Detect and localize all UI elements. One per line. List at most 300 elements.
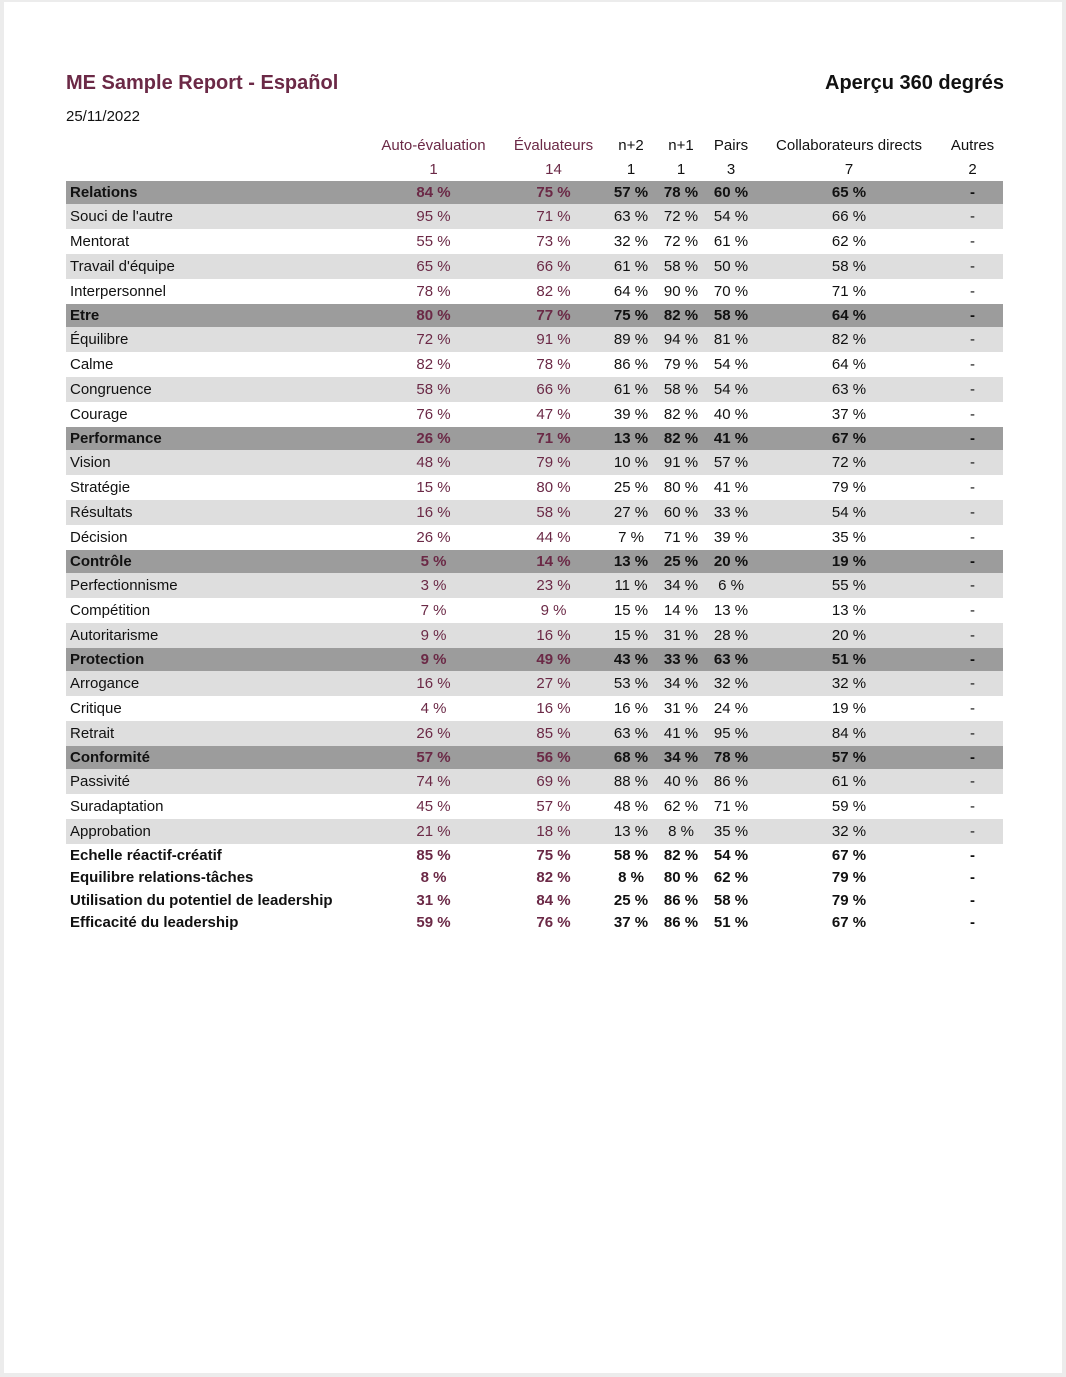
score-cell: 64 % (756, 304, 942, 327)
score-cell: 9 % (501, 598, 606, 623)
score-cell: - (942, 500, 1003, 525)
row-label: Protection (66, 648, 366, 671)
row-label: Vision (66, 450, 366, 475)
score-cell: 13 % (606, 819, 656, 844)
score-cell: 91 % (656, 450, 706, 475)
count-spacer (66, 157, 366, 181)
report-page (4, 2, 1062, 1373)
respondent-count: 1 (676, 160, 686, 178)
score-cell: 34 % (656, 746, 706, 769)
score-cell: 34 % (656, 671, 706, 696)
respondent-count: 2 (968, 160, 977, 178)
score-cell: - (942, 819, 1003, 844)
respondent-count: 1 (429, 160, 438, 178)
score-cell: 57 % (501, 794, 606, 819)
score-cell: 58 % (706, 304, 756, 327)
score-cell: - (942, 229, 1003, 254)
category-row (66, 181, 1003, 204)
score-cell: 10 % (606, 450, 656, 475)
score-cell: 26 % (366, 721, 501, 746)
score-cell: - (942, 550, 1003, 573)
row-label: Echelle réactif-créatif (66, 844, 366, 867)
score-cell: 63 % (606, 721, 656, 746)
score-cell: 37 % (606, 912, 656, 935)
score-cell: 40 % (656, 769, 706, 794)
score-cell: 72 % (756, 450, 942, 475)
item-row (66, 598, 1003, 623)
score-cell: 57 % (606, 181, 656, 204)
score-cell: 31 % (656, 623, 706, 648)
column-header: n+2 (618, 136, 644, 154)
score-cell: 86 % (656, 889, 706, 912)
score-cell: 82 % (656, 402, 706, 427)
score-cell: 68 % (606, 746, 656, 769)
respondent-count: 14 (545, 160, 562, 178)
report-date: 25/11/2022 (66, 108, 140, 125)
score-cell: 79 % (756, 475, 942, 500)
score-cell: 19 % (756, 550, 942, 573)
item-row (66, 327, 1003, 352)
score-cell: 78 % (656, 181, 706, 204)
score-cell: 61 % (756, 769, 942, 794)
row-label: Interpersonnel (66, 279, 366, 304)
score-cell: 67 % (756, 912, 942, 935)
score-cell: 63 % (706, 648, 756, 671)
row-label: Critique (66, 696, 366, 721)
score-cell: 71 % (706, 794, 756, 819)
score-cell: 21 % (366, 819, 501, 844)
score-cell: 80 % (501, 475, 606, 500)
score-cell: 50 % (706, 254, 756, 279)
row-label: Efficacité du leadership (66, 912, 366, 935)
score-cell: 71 % (656, 525, 706, 550)
category-row (66, 648, 1003, 671)
score-cell: 37 % (756, 402, 942, 427)
score-cell: 39 % (706, 525, 756, 550)
score-cell: 7 % (366, 598, 501, 623)
row-label: Perfectionnisme (66, 573, 366, 598)
score-cell: 89 % (606, 327, 656, 352)
row-label: Retrait (66, 721, 366, 746)
score-cell: 61 % (606, 254, 656, 279)
item-row (66, 794, 1003, 819)
score-cell: 28 % (706, 623, 756, 648)
score-cell: 43 % (606, 648, 656, 671)
score-cell: 41 % (656, 721, 706, 746)
score-cell: 76 % (501, 912, 606, 935)
score-cell: - (942, 427, 1003, 450)
score-cell: 14 % (501, 550, 606, 573)
score-cell: - (942, 844, 1003, 867)
score-cell: 31 % (656, 696, 706, 721)
score-cell: 66 % (501, 254, 606, 279)
score-cell: 54 % (706, 204, 756, 229)
score-cell: 86 % (656, 912, 706, 935)
score-cell: 33 % (656, 648, 706, 671)
score-cell: 78 % (501, 352, 606, 377)
score-cell: 82 % (656, 844, 706, 867)
item-row (66, 819, 1003, 844)
row-label: Équilibre (66, 327, 366, 352)
item-row (66, 254, 1003, 279)
score-cell: 55 % (756, 573, 942, 598)
score-cell: 71 % (756, 279, 942, 304)
score-cell: 20 % (756, 623, 942, 648)
score-cell: 65 % (366, 254, 501, 279)
row-label: Contrôle (66, 550, 366, 573)
score-cell: 77 % (501, 304, 606, 327)
score-cell: 8 % (366, 867, 501, 890)
score-cell: 32 % (756, 819, 942, 844)
score-cell: 75 % (501, 844, 606, 867)
score-cell: 79 % (756, 889, 942, 912)
score-cell: 20 % (706, 550, 756, 573)
score-cell: - (942, 181, 1003, 204)
item-row (66, 500, 1003, 525)
item-row (66, 279, 1003, 304)
score-cell: 76 % (366, 402, 501, 427)
score-cell: 60 % (706, 181, 756, 204)
item-row (66, 573, 1003, 598)
respondent-count: 7 (844, 160, 854, 178)
score-cell: 16 % (501, 623, 606, 648)
score-cell: - (942, 598, 1003, 623)
score-cell: 90 % (656, 279, 706, 304)
score-cell: 66 % (501, 377, 606, 402)
score-cell: 25 % (606, 889, 656, 912)
score-cell: 82 % (756, 327, 942, 352)
score-cell: 41 % (706, 427, 756, 450)
score-cell: 58 % (501, 500, 606, 525)
score-cell: 54 % (706, 352, 756, 377)
report-title: ME Sample Report - Español (66, 72, 339, 94)
score-cell: 8 % (656, 819, 706, 844)
score-cell: 71 % (501, 427, 606, 450)
score-cell: 78 % (366, 279, 501, 304)
item-row (66, 721, 1003, 746)
score-cell: - (942, 377, 1003, 402)
score-cell: 84 % (366, 181, 501, 204)
score-cell: 82 % (501, 279, 606, 304)
score-cell: 58 % (756, 254, 942, 279)
column-header-row (66, 133, 1003, 157)
score-cell: 7 % (606, 525, 656, 550)
score-cell: 13 % (706, 598, 756, 623)
score-cell: 91 % (501, 327, 606, 352)
score-cell: 58 % (706, 889, 756, 912)
score-cell: 72 % (656, 229, 706, 254)
score-cell: 23 % (501, 573, 606, 598)
score-cell: 65 % (756, 181, 942, 204)
score-cell: 61 % (606, 377, 656, 402)
score-cell: 58 % (656, 254, 706, 279)
score-cell: - (942, 450, 1003, 475)
header-spacer (66, 133, 366, 157)
score-cell: 13 % (606, 550, 656, 573)
score-cell: 70 % (706, 279, 756, 304)
score-cell: 61 % (706, 229, 756, 254)
summary-row (66, 889, 1003, 912)
item-row (66, 450, 1003, 475)
category-row (66, 427, 1003, 450)
score-cell: 24 % (706, 696, 756, 721)
score-cell: - (942, 696, 1003, 721)
score-cell: 19 % (756, 696, 942, 721)
score-cell: 57 % (366, 746, 501, 769)
category-row (66, 550, 1003, 573)
item-row (66, 475, 1003, 500)
row-label: Conformité (66, 746, 366, 769)
score-cell: 48 % (606, 794, 656, 819)
score-cell: 86 % (606, 352, 656, 377)
item-row (66, 377, 1003, 402)
score-cell: 62 % (756, 229, 942, 254)
score-cell: 64 % (606, 279, 656, 304)
score-cell: 58 % (366, 377, 501, 402)
row-label: Compétition (66, 598, 366, 623)
score-cell: 48 % (366, 450, 501, 475)
score-cell: 5 % (366, 550, 501, 573)
score-cell: - (942, 867, 1003, 890)
score-cell: - (942, 671, 1003, 696)
score-cell: 47 % (501, 402, 606, 427)
score-cell: 27 % (606, 500, 656, 525)
score-cell: - (942, 769, 1003, 794)
score-cell: 59 % (756, 794, 942, 819)
row-label: Souci de l'autre (66, 204, 366, 229)
score-cell: 62 % (706, 867, 756, 890)
column-header: n+1 (668, 136, 694, 154)
column-header: Auto-évaluation (381, 136, 486, 154)
score-cell: - (942, 794, 1003, 819)
score-cell: 39 % (606, 402, 656, 427)
score-cell: 79 % (501, 450, 606, 475)
summary-row (66, 844, 1003, 867)
category-row (66, 304, 1003, 327)
score-cell: 57 % (706, 450, 756, 475)
score-cell: 66 % (756, 204, 942, 229)
respondent-count: 3 (726, 160, 736, 178)
score-cell: - (942, 912, 1003, 935)
score-cell: 75 % (501, 181, 606, 204)
score-cell: 26 % (366, 427, 501, 450)
score-cell: 62 % (656, 794, 706, 819)
score-cell: - (942, 352, 1003, 377)
score-cell: 51 % (706, 912, 756, 935)
score-cell: 64 % (756, 352, 942, 377)
score-cell: 27 % (501, 671, 606, 696)
row-label: Etre (66, 304, 366, 327)
score-cell: 26 % (366, 525, 501, 550)
score-cell: 31 % (366, 889, 501, 912)
item-row (66, 671, 1003, 696)
score-cell: 35 % (756, 525, 942, 550)
score-cell: 16 % (501, 696, 606, 721)
row-label: Stratégie (66, 475, 366, 500)
score-cell: 25 % (656, 550, 706, 573)
score-cell: 15 % (606, 623, 656, 648)
score-cell: 57 % (756, 746, 942, 769)
score-cell: 80 % (656, 475, 706, 500)
score-cell: - (942, 475, 1003, 500)
score-cell: 82 % (366, 352, 501, 377)
item-row (66, 402, 1003, 427)
score-cell: 72 % (656, 204, 706, 229)
score-cell: 55 % (366, 229, 501, 254)
score-cell: - (942, 721, 1003, 746)
score-cell: 11 % (606, 573, 656, 598)
score-cell: 25 % (606, 475, 656, 500)
score-cell: 60 % (656, 500, 706, 525)
score-cell: 84 % (756, 721, 942, 746)
score-cell: 54 % (706, 844, 756, 867)
score-cell: 58 % (656, 377, 706, 402)
score-cell: 80 % (656, 867, 706, 890)
score-cell: 16 % (366, 671, 501, 696)
score-cell: 69 % (501, 769, 606, 794)
score-cell: 81 % (706, 327, 756, 352)
score-cell: - (942, 402, 1003, 427)
score-cell: 85 % (501, 721, 606, 746)
score-cell: 94 % (656, 327, 706, 352)
score-cell: 44 % (501, 525, 606, 550)
score-cell: 79 % (656, 352, 706, 377)
score-cell: 45 % (366, 794, 501, 819)
column-header: Pairs (713, 136, 749, 154)
score-cell: 49 % (501, 648, 606, 671)
score-cell: 95 % (706, 721, 756, 746)
score-cell: 72 % (366, 327, 501, 352)
results-table (66, 133, 1003, 934)
score-cell: 16 % (606, 696, 656, 721)
score-cell: 67 % (756, 844, 942, 867)
row-label: Utilisation du potentiel de leadership (66, 889, 366, 912)
score-cell: 34 % (656, 573, 706, 598)
row-label: Travail d'équipe (66, 254, 366, 279)
score-cell: 86 % (706, 769, 756, 794)
item-row (66, 352, 1003, 377)
score-cell: - (942, 746, 1003, 769)
row-label: Décision (66, 525, 366, 550)
score-cell: - (942, 623, 1003, 648)
row-label: Congruence (66, 377, 366, 402)
score-cell: 74 % (366, 769, 501, 794)
score-cell: 4 % (366, 696, 501, 721)
score-cell: 32 % (706, 671, 756, 696)
score-cell: 82 % (656, 427, 706, 450)
respondent-count: 1 (626, 160, 636, 178)
row-label: Performance (66, 427, 366, 450)
score-cell: 32 % (756, 671, 942, 696)
score-cell: 16 % (366, 500, 501, 525)
category-row (66, 746, 1003, 769)
row-label: Approbation (66, 819, 366, 844)
item-row (66, 204, 1003, 229)
respondent-count-row (66, 157, 1003, 181)
score-cell: 18 % (501, 819, 606, 844)
column-header: Évaluateurs (513, 136, 594, 154)
score-cell: - (942, 327, 1003, 352)
row-label: Mentorat (66, 229, 366, 254)
item-row (66, 769, 1003, 794)
score-cell: - (942, 304, 1003, 327)
score-cell: 41 % (706, 475, 756, 500)
score-cell: 9 % (366, 648, 501, 671)
score-cell: 32 % (606, 229, 656, 254)
score-cell: 85 % (366, 844, 501, 867)
score-cell: 54 % (756, 500, 942, 525)
column-header: Autres (950, 136, 995, 154)
score-cell: 80 % (366, 304, 501, 327)
row-label: Courage (66, 402, 366, 427)
score-cell: 40 % (706, 402, 756, 427)
score-cell: 78 % (706, 746, 756, 769)
score-cell: 54 % (706, 377, 756, 402)
report-subtitle: Aperçu 360 degrés (825, 72, 1004, 94)
score-cell: 3 % (366, 573, 501, 598)
row-label: Suradaptation (66, 794, 366, 819)
row-label: Autoritarisme (66, 623, 366, 648)
score-cell: 73 % (501, 229, 606, 254)
row-label: Résultats (66, 500, 366, 525)
column-header: Collaborateurs directs (776, 136, 922, 154)
score-cell: 14 % (656, 598, 706, 623)
score-cell: 15 % (366, 475, 501, 500)
score-cell: - (942, 254, 1003, 279)
score-cell: 95 % (366, 204, 501, 229)
score-cell: 88 % (606, 769, 656, 794)
score-cell: 75 % (606, 304, 656, 327)
score-cell: 51 % (756, 648, 942, 671)
score-cell: - (942, 889, 1003, 912)
item-row (66, 696, 1003, 721)
score-cell: 35 % (706, 819, 756, 844)
row-label: Equilibre relations-tâches (66, 867, 366, 890)
score-cell: 33 % (706, 500, 756, 525)
score-cell: 63 % (756, 377, 942, 402)
row-label: Arrogance (66, 671, 366, 696)
score-cell: 8 % (606, 867, 656, 890)
score-cell: 82 % (501, 867, 606, 890)
score-cell: 84 % (501, 889, 606, 912)
score-cell: 56 % (501, 746, 606, 769)
score-cell: 71 % (501, 204, 606, 229)
row-label: Passivité (66, 769, 366, 794)
score-cell: 59 % (366, 912, 501, 935)
summary-row (66, 912, 1003, 935)
item-row (66, 623, 1003, 648)
score-cell: 63 % (606, 204, 656, 229)
score-cell: - (942, 279, 1003, 304)
item-row (66, 525, 1003, 550)
summary-row (66, 867, 1003, 890)
score-cell: - (942, 648, 1003, 671)
score-cell: 13 % (756, 598, 942, 623)
score-cell: 67 % (756, 427, 942, 450)
score-cell: 6 % (706, 573, 756, 598)
score-cell: - (942, 204, 1003, 229)
score-cell: - (942, 573, 1003, 598)
score-cell: 58 % (606, 844, 656, 867)
item-row (66, 229, 1003, 254)
score-cell: 53 % (606, 671, 656, 696)
row-label: Relations (66, 181, 366, 204)
score-cell: 15 % (606, 598, 656, 623)
score-cell: 13 % (606, 427, 656, 450)
score-cell: 79 % (756, 867, 942, 890)
score-cell: 82 % (656, 304, 706, 327)
score-cell: 9 % (366, 623, 501, 648)
